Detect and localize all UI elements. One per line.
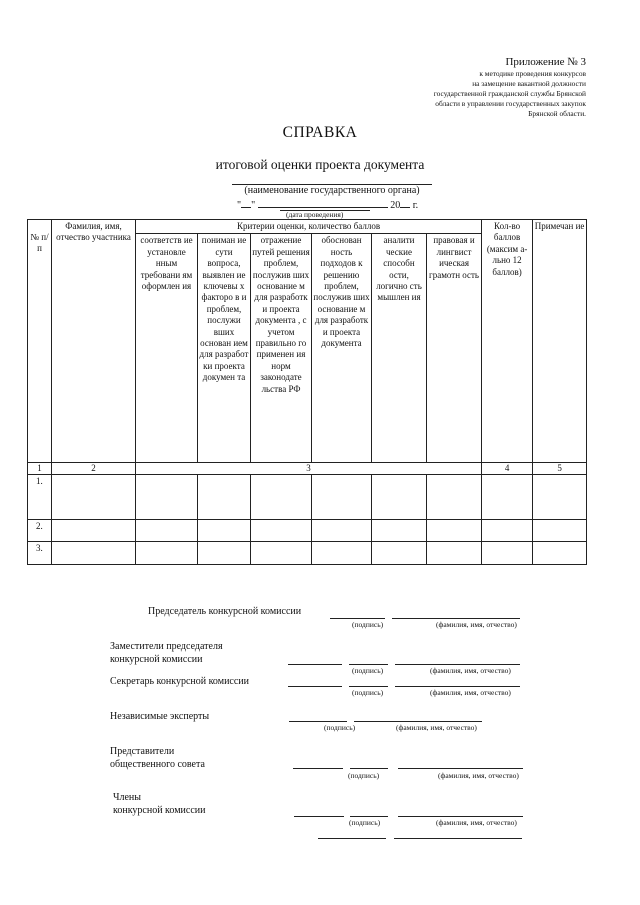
row-number: 2. [28,520,52,542]
table-row [28,542,587,565]
representatives-name-line[interactable] [398,768,523,769]
deputies-label-line2: конкурсной комиссии [110,654,203,665]
signature-caption: (подпись) [352,688,384,697]
members-extra-signature-line[interactable] [318,838,386,839]
members-label: Члены [113,792,141,803]
year-suffix: г. [412,200,419,211]
deputies-label: Заместители председателя [110,641,223,652]
appendix-line: на замещение вакантной должности [472,79,586,88]
members-signature-line[interactable] [350,816,388,817]
score-cell[interactable] [251,475,312,520]
note-cell[interactable] [533,542,587,565]
table-row [28,520,587,542]
members-label-line2: конкурсной комиссии [113,805,206,816]
members-name-line[interactable] [398,816,523,817]
total-cell[interactable] [482,520,533,542]
score-cell[interactable] [251,542,312,565]
column-number: 2 [52,463,136,475]
appendix-header [434,56,586,119]
column-number: 3 [136,463,482,475]
row-number: 1. [28,475,52,520]
chairman-label: Председатель конкурсной комиссии [148,606,302,617]
signature-caption: (подпись) [324,723,356,732]
representatives-line-a[interactable] [293,768,343,769]
criterion-header: отражение путей решения проблем, послужив ших основание м для разработк и проекта документа , с учетом правильно го применен ия норм законодате льства РФ [251,234,312,463]
column-number-row [28,463,587,475]
score-cell[interactable] [136,520,198,542]
name-caption: (фамилия, имя, отчество) [438,771,519,780]
score-cell[interactable] [372,475,427,520]
score-cell[interactable] [198,475,251,520]
name-caption: (фамилия, имя, отчество) [436,818,517,827]
participant-name-cell[interactable] [52,475,136,520]
document-title: СПРАВКА [282,124,358,141]
date-open-quote: " [237,200,242,211]
chairman-signature-line[interactable] [330,618,385,619]
appendix-line: к методике проведения конкурсов [479,69,586,78]
appendix-title: Приложение № 3 [505,56,586,68]
appendix-line: Брянской области. [528,109,586,118]
date-caption: (дата проведения) [286,210,344,219]
table-header-row [28,220,587,234]
assessment-table [27,219,587,565]
participant-name-cell[interactable] [52,520,136,542]
appendix-line: области в управлении государственных закупок [435,99,586,108]
score-cell[interactable] [198,520,251,542]
org-name-caption: (наименование государственного органа) [244,185,420,196]
document-subtitle: итоговой оценки проекта документа [215,157,425,172]
representatives-label: Представители [110,746,175,757]
header-note: Примечан ие [533,220,587,463]
signature-caption: (подпись) [349,818,381,827]
name-caption: (фамилия, имя, отчество) [396,723,477,732]
deputies-signature-line[interactable] [349,664,388,665]
secretary-label: Секретарь конкурсной комиссии [110,676,249,687]
deputies-line-a[interactable] [288,664,342,665]
name-caption: (фамилия, имя, отчество) [436,620,517,629]
year-blank [400,198,410,208]
criterion-header: аналити ческие способн ости, логично сть мышлен ия [372,234,427,463]
experts-name-line[interactable] [354,721,482,722]
score-cell[interactable] [251,520,312,542]
criterion-header: обоснован ность подходов к решению проблем, послужив ших основание м для разработк и проекта документа [312,234,372,463]
score-cell[interactable] [136,475,198,520]
total-cell[interactable] [482,542,533,565]
score-cell[interactable] [312,475,372,520]
score-cell[interactable] [136,542,198,565]
signature-caption: (подпись) [352,666,384,675]
deputies-name-line[interactable] [395,664,520,665]
signature-caption: (подпись) [348,771,380,780]
note-cell[interactable] [533,475,587,520]
year-prefix: 20 [390,200,401,211]
representatives-label-line2: общественного совета [110,759,205,770]
score-cell[interactable] [372,520,427,542]
score-cell[interactable] [312,520,372,542]
note-cell[interactable] [533,520,587,542]
name-caption: (фамилия, имя, отчество) [430,666,511,675]
header-total: Кол-во баллов (максим а-льно 12 баллов) [482,220,533,463]
representatives-signature-line[interactable] [350,768,388,769]
signature-caption: (подпись) [352,620,384,629]
experts-label: Независимые эксперты [110,711,210,722]
score-cell[interactable] [427,520,482,542]
table-row [28,475,587,520]
score-cell[interactable] [427,542,482,565]
score-cell[interactable] [198,542,251,565]
score-cell[interactable] [372,542,427,565]
header-criteria: Критерии оценки, количество баллов [136,220,482,234]
members-line-a[interactable] [294,816,344,817]
appendix-line: государственной гражданской службы Брянской [433,89,586,98]
month-blank [258,198,388,208]
total-cell[interactable] [482,475,533,520]
header-number: № п/ п [28,220,52,463]
experts-signature-line[interactable] [289,721,347,722]
secretary-line-a[interactable] [288,686,342,687]
date-close-quote: " [251,200,256,211]
participant-name-cell[interactable] [52,542,136,565]
secretary-name-line[interactable] [395,686,520,687]
secretary-signature-line[interactable] [349,686,388,687]
chairman-name-line[interactable] [392,618,520,619]
score-cell[interactable] [312,542,372,565]
name-caption: (фамилия, имя, отчество) [430,688,511,697]
criterion-header: пониман ие сути вопроса, выявлен ие ключевы х факторо в и проблем, послужи вших основан ием для разработ ки проекта докумен та [198,234,251,463]
members-extra-name-line[interactable] [394,838,522,839]
criterion-header: правовая и лингвист ическая грамотн ость [427,234,482,463]
column-number: 1 [28,463,52,475]
criterion-header: соответств ие установле нным требовани ям оформлен ия [136,234,198,463]
header-name: Фамилия, имя, отчество участника [52,220,136,463]
row-number: 3. [28,542,52,565]
column-number: 5 [533,463,587,475]
day-blank [241,198,251,208]
score-cell[interactable] [427,475,482,520]
column-number: 4 [482,463,533,475]
